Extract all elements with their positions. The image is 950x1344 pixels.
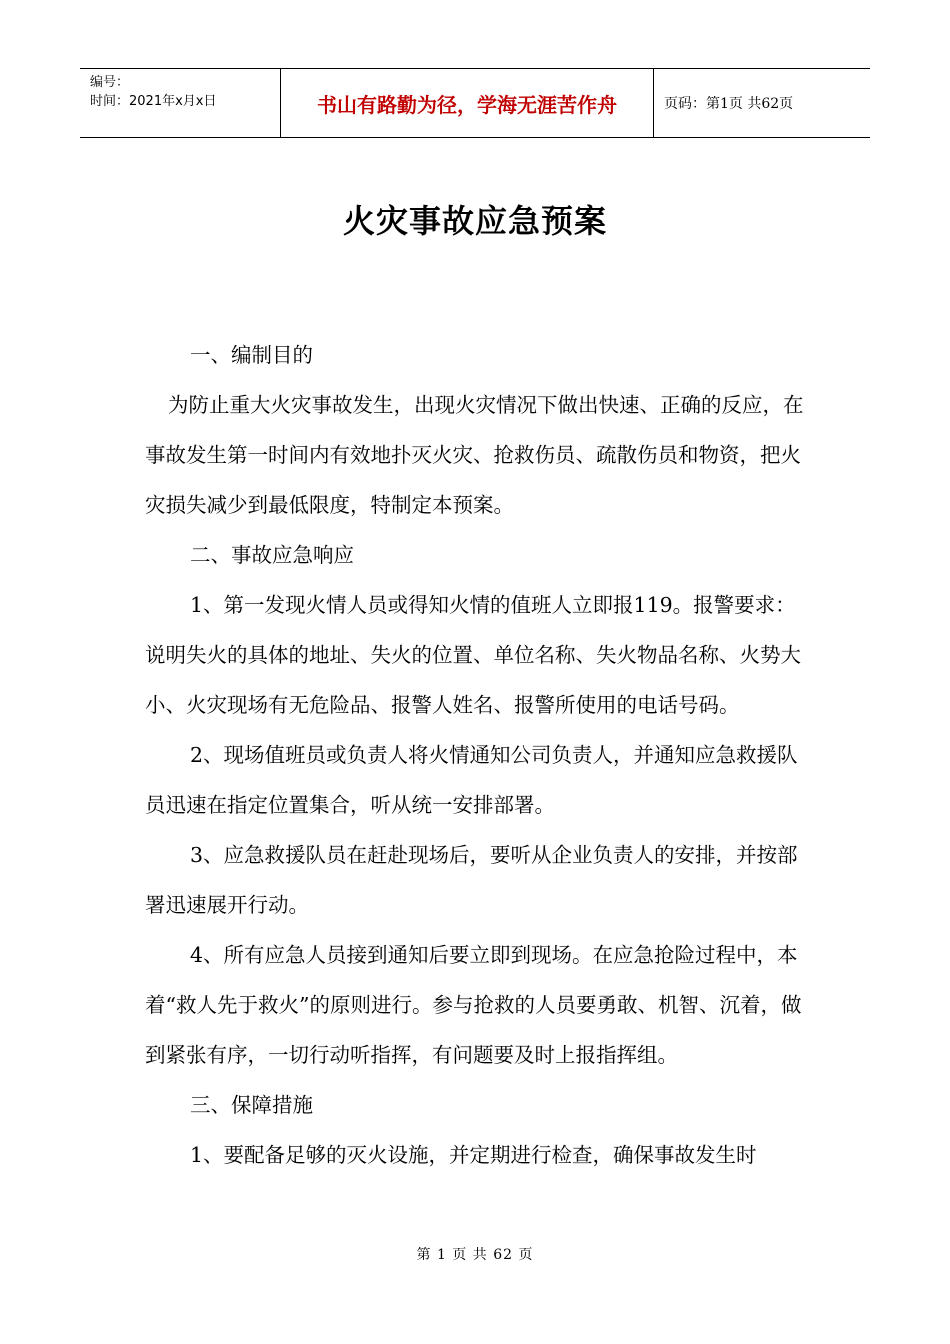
paragraph: 2、现场值班员或负责人将火情通知公司负责人，并通知应急救援队员迅速在指定位置集合，听从统一安排部署。 xyxy=(145,743,798,817)
header-motto: 书山有路勤为径，学海无涯苦作舟 xyxy=(317,92,617,117)
date-label: 时间：2021年x月x日 xyxy=(90,94,217,109)
document-body xyxy=(145,330,810,1180)
document-title: 火灾事故应急预案 xyxy=(342,202,607,240)
paragraph: 1、第一发现火情人员或得知火情的值班人立即报119。报警要求：说明失火的具体的地址、失火的位置、单位名称、失火物品名称、火势大小、火灾现场有无危险品、报警人姓名、报警所使用的电话号码。 xyxy=(145,593,801,717)
paragraph: 1、要配备足够的灭火设施，并定期进行检查，确保事故发生时 xyxy=(190,1143,757,1167)
section-heading-2: 二、事故应急响应 xyxy=(190,543,354,567)
header-motto-cell xyxy=(281,69,654,137)
paragraph: 4、所有应急人员接到通知后要立即到现场。在应急抢险过程中，本着“救人先于救火”的原则进行。参与抢救的人员要勇敢、机智、沉着，做到紧张有序，一切行动听指挥，有问题要及时上报指挥组。 xyxy=(145,943,802,1067)
paragraph: 为防止重大火灾事故发生，出现火灾情况下做出快速、正确的反应，在事故发生第一时间内有效地扑灭火灾、抢救伤员、疏散伤员和物资，把火灾损失减少到最低限度，特制定本预案。 xyxy=(145,393,804,517)
number-label: 编号： xyxy=(90,75,130,90)
header-page-info: 页码：第1页 共62页 xyxy=(664,96,794,112)
page-footer: 第 1 页 共 62 页 xyxy=(416,1247,534,1263)
document-header xyxy=(80,68,870,138)
header-meta xyxy=(80,69,281,137)
paragraph: 3、应急救援队员在赶赴现场后，要听从企业负责人的安排，并按部署迅速展开行动。 xyxy=(145,843,798,917)
section-heading-1: 一、编制目的 xyxy=(190,343,313,367)
section-heading-3: 三、保障措施 xyxy=(190,1093,313,1117)
